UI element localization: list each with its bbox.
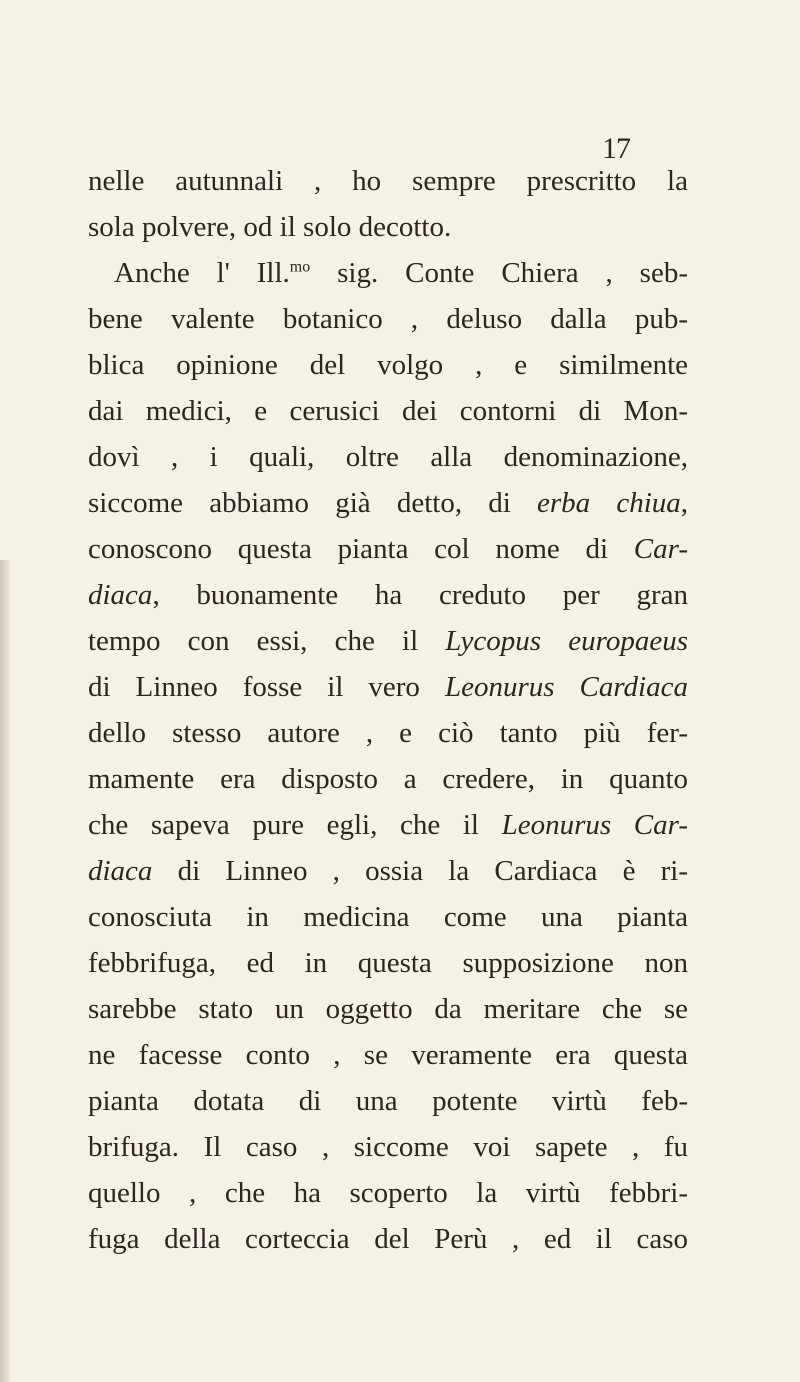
text-run: dai medici, e cerusici dei contorni di Mon- [88, 395, 688, 427]
text-run: nelle autunnali , ho sempre prescritto la [88, 165, 688, 197]
text-line [88, 1124, 688, 1170]
text-run: fuga della corteccia del Perù , ed il caso [88, 1223, 688, 1255]
text-run: ne facesse conto , se veramente era questa [88, 1039, 688, 1071]
text-run: pianta dotata di una potente virtù feb- [88, 1085, 688, 1117]
text-line [88, 848, 688, 894]
text-line [88, 664, 688, 710]
italic-term: diaca [88, 579, 153, 611]
text-run: blica opinione del volgo , e similmente [88, 349, 688, 381]
text-line [88, 986, 688, 1032]
page-number: 17 [602, 132, 630, 165]
superscript: mo [289, 258, 311, 276]
text-run: mamente era disposto a credere, in quanto [88, 763, 688, 795]
text-line [88, 1078, 688, 1124]
text-line [88, 388, 688, 434]
italic-term: Lycopus europaeus [445, 625, 688, 657]
text-run: conoscono questa pianta col nome di [88, 533, 634, 565]
italic-term: erba chiua [536, 487, 681, 519]
text-line [88, 1216, 688, 1262]
text-run: di Linneo fosse il vero [88, 671, 445, 703]
text-run: sola polvere, od il solo decotto. [88, 211, 452, 243]
text-line [88, 940, 688, 986]
text-run: sig. Conte Chiera , seb- [310, 257, 688, 289]
text-line [88, 802, 688, 848]
text-run: Anche l' Ill. [114, 257, 290, 289]
text-line [88, 158, 688, 204]
text-run: bene valente botanico , deluso dalla pub- [88, 303, 688, 335]
text-run: dello stesso autore , e ciò tanto più fer- [88, 717, 688, 749]
text-line [88, 710, 688, 756]
text-run: , [680, 487, 688, 519]
text-line [88, 618, 688, 664]
text-run: brifuga. Il caso , siccome voi sapete , fu [88, 1131, 688, 1163]
text-line [88, 894, 688, 940]
text-line [88, 756, 688, 802]
text-run: che sapeva pure egli, che il [88, 809, 502, 841]
text-line [88, 342, 688, 388]
text-line [88, 434, 688, 480]
text-run: tempo con essi, che il [88, 625, 446, 657]
text-run: dovì , i quali, oltre alla denominazione, [88, 441, 688, 473]
text-line [88, 526, 688, 572]
text-line [88, 480, 688, 526]
text-line [88, 204, 688, 250]
text-run: quello , che ha scoperto la virtù febbri- [88, 1177, 688, 1209]
text-line [88, 296, 688, 342]
text-run: siccome abbiamo già detto, di [88, 487, 537, 519]
italic-term: Car- [633, 533, 688, 565]
text-run: febbrifuga, ed in questa supposizione non [88, 947, 688, 979]
text-line [88, 1170, 688, 1216]
text-line [88, 572, 688, 618]
text-run: sarebbe stato un oggetto da meritare che se [88, 993, 688, 1025]
italic-term: diaca [88, 855, 153, 887]
italic-term: Leonurus Car- [501, 809, 689, 841]
text-line [88, 1032, 688, 1078]
text-run: di Linneo , ossia la Cardiaca è ri- [152, 855, 688, 887]
text-run: , buonamente ha creduto per gran [152, 579, 688, 611]
italic-term: Leonurus Cardiaca [444, 671, 688, 703]
text-run: conosciuta in medicina come una pianta [88, 901, 688, 933]
body-text [88, 158, 688, 1262]
text-line [88, 250, 688, 296]
page-edge-shadow [0, 560, 10, 1382]
